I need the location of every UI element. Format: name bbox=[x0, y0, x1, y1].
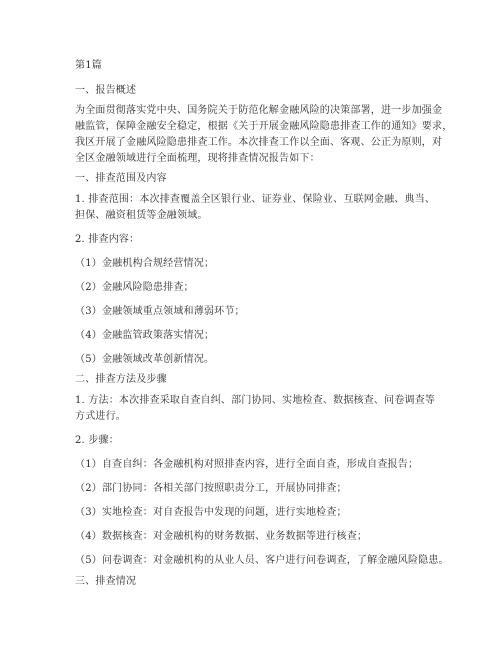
content-list-item: （2）金融风险隐患排查； bbox=[75, 282, 194, 293]
steps-heading: 2. 步骤： bbox=[75, 435, 119, 446]
chapter-title: 第1篇 bbox=[75, 60, 102, 71]
steps-list-item: （3）实地检查：对自查报告中发现的问题，进行实地检查； bbox=[75, 507, 347, 518]
steps-list-item: （4）数据核查：对金融机构的财务数据、业务数据等进行核查； bbox=[75, 531, 368, 542]
section-heading-findings: 三、排查情况 bbox=[75, 576, 137, 587]
steps-list-item: （1）自查自纠：各金融机构对照排查内容，进行全面自查，形成自查报告； bbox=[75, 459, 419, 470]
overview-paragraph-line: 为全面贯彻落实党中央、国务院关于防范化解金融风险的决策部署，进一步加强金 bbox=[75, 105, 443, 116]
content-list-item: （4）金融监管政策落实情况； bbox=[75, 330, 215, 341]
scope-paragraph-line: 担保、融资租赁等金融领域。 bbox=[75, 210, 208, 221]
content-heading: 2. 排查内容： bbox=[75, 234, 140, 245]
content-list-item: （3）金融领域重点领域和薄弱环节； bbox=[75, 306, 245, 317]
overview-paragraph-line: 我区开展了金融风险隐患排查工作。本次排查工作以全面、客观、公正为原则，对 bbox=[75, 137, 443, 148]
section-heading-overview: 一、报告概述 bbox=[75, 85, 137, 96]
steps-list-item: （5）问卷调查：对金融机构的从业人员、客户进行问卷调查，了解金融风险隐患。 bbox=[75, 555, 449, 566]
method-paragraph-line: 方式进行。 bbox=[75, 411, 126, 422]
section-heading-scope: 一、排查范围及内容 bbox=[75, 173, 167, 184]
section-heading-method: 二、排查方法及步骤 bbox=[75, 374, 167, 385]
overview-paragraph-line: 全区金融领域进行全面梳理，现将排查情况报告如下： bbox=[75, 153, 320, 164]
steps-list-item: （2）部门协同：各相关部门按照职责分工，开展协同排查； bbox=[75, 483, 347, 494]
scope-paragraph-line: 1. 排查范围：本次排查覆盖全区银行业、证券业、保险业、互联网金融、典当、 bbox=[75, 194, 436, 205]
method-paragraph-line: 1. 方法：本次排查采取自查自纠、部门协同、实地检查、数据核查、问卷调查等 bbox=[75, 395, 436, 406]
content-list-item: （1）金融机构合规经营情况； bbox=[75, 258, 215, 269]
content-list-item: （5）金融领域改革创新情况。 bbox=[75, 354, 215, 365]
overview-paragraph-line: 融监管，保障金融安全稳定，根据《关于开展金融风险隐患排查工作的通知》要求， bbox=[75, 121, 453, 132]
